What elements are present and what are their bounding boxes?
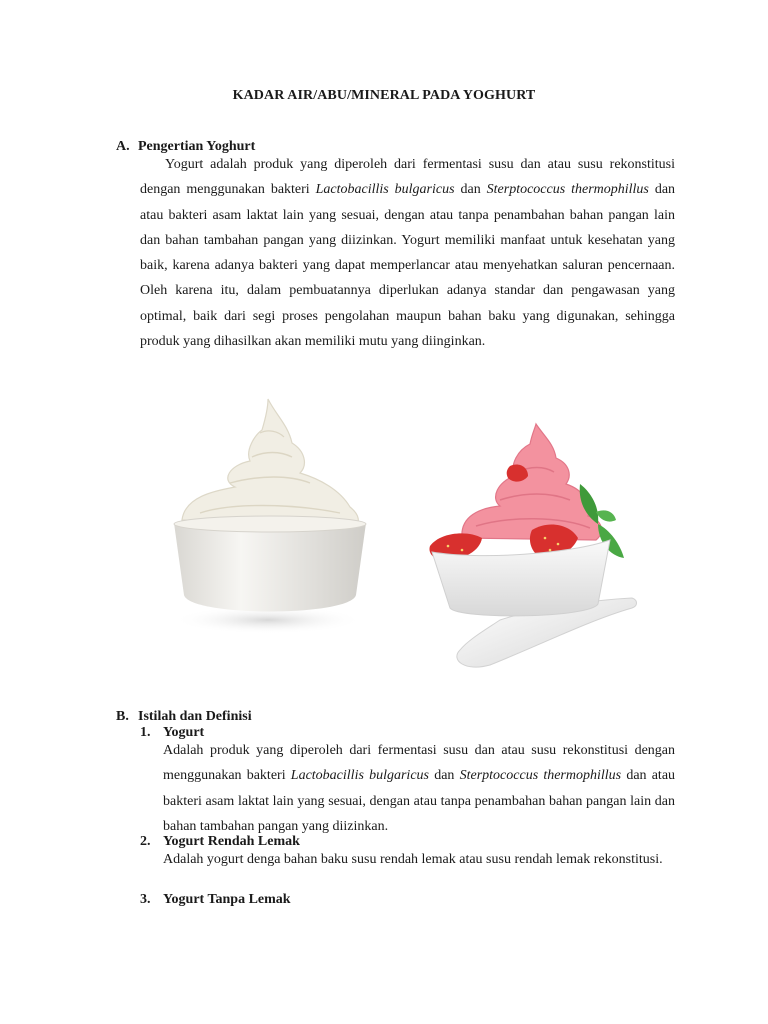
species-name-2: Sterptococcus thermophillus [459, 768, 622, 784]
section-b-letter: B. [116, 709, 129, 724]
term-yogurt-rendah-lemak-definition: Adalah yogurt denga bahan baku susu rendah lemak atau susu rendah lemak rekonstitusi. [163, 852, 663, 867]
paragraph-text-1: Yogurt adalah produk yang diperoleh dari fermentasi susu dan atau susu rekonstitusi dengan menggunakan bakteri [140, 157, 675, 198]
document-title: KADAR AIR/ABU/MINERAL PADA YOGHURT [232, 88, 536, 103]
section-a-paragraph [140, 152, 675, 354]
section-a-letter: A. [116, 139, 130, 154]
section-b-heading [116, 709, 252, 725]
term-title: Yogurt Rendah Lemak [163, 834, 300, 849]
section-a-title: Pengertian Yoghurt [138, 139, 256, 154]
term-yogurt-tanpa-lemak-heading [140, 892, 291, 908]
species-name-1: Lactobacillis bulgaricus [315, 182, 455, 198]
plain-frozen-yogurt-cup-icon [160, 395, 380, 645]
strawberry-frozen-yogurt-bowl-icon [420, 420, 650, 690]
species-name-1: Lactobacillis bulgaricus [290, 768, 429, 784]
term-number: 2. [140, 834, 151, 849]
term-title: Yogurt Tanpa Lemak [163, 892, 291, 907]
definition-text-1: Adalah produk yang diperoleh dari fermentasi susu dan atau susu rekonstitusi dengan menggunakan bakteri [163, 743, 675, 784]
definition-text-3: dan atau bakteri asam laktat lain yang sesuai, dengan atau tanpa penambahan bahan pangan lain dan bahan tambahan pangan yang diizinkan. [163, 768, 676, 834]
species-name-2: Sterptococcus thermophillus [486, 182, 649, 198]
paragraph-text-2: dan [454, 182, 487, 198]
section-b-title: Istilah dan Definisi [138, 709, 252, 724]
term-number: 1. [140, 725, 151, 740]
definition-text-2: dan [429, 768, 460, 784]
term-yogurt-definition [163, 738, 675, 839]
paragraph-text-3: dan atau bakteri asam laktat lain yang sesuai, dengan atau tanpa penambahan bahan pangan lain dan bahan tambahan pangan yang diizinkan. Yogurt memiliki manfaat untuk kesehatan yang baik, karena adanya bakteri yang dapat memperlancar atau menyehatkan saluran pencernaan. Oleh karena itu, dalam pembuatannya diperlukan adanya standar dan pengawasan yang optimal, baik dari segi proses pengolahan maupun bahan baku yang digunakan, sehingga produk yang dihasilkan akan memiliki mutu yang diinginkan. [140, 182, 676, 350]
term-number: 3. [140, 892, 151, 907]
term-title: Yogurt [163, 725, 205, 740]
